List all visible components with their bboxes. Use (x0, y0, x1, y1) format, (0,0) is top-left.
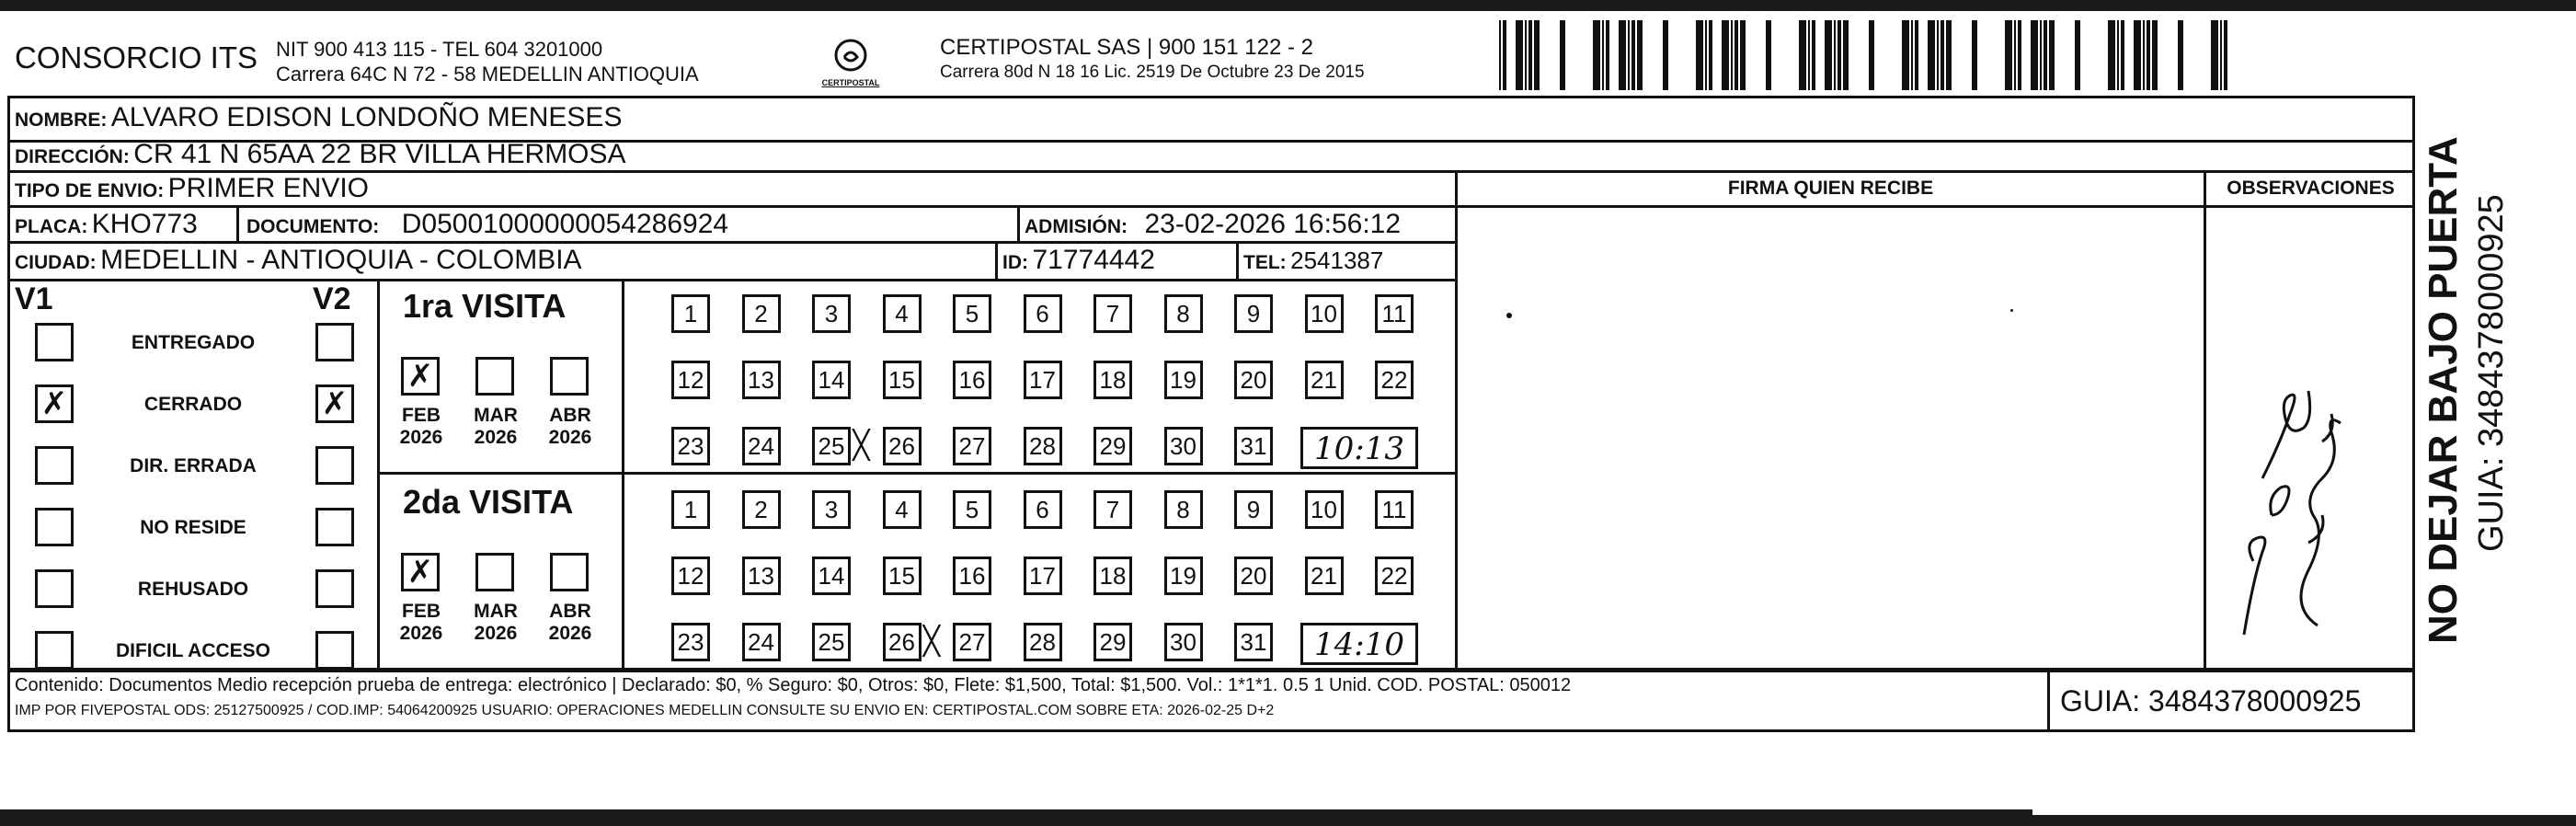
barcode-bar (1696, 20, 1703, 90)
barcode-bar (1516, 20, 1523, 90)
day-box[interactable] (953, 361, 991, 399)
day-number: 14 (818, 562, 845, 590)
day-number: 16 (958, 562, 986, 590)
nombre-row (15, 102, 622, 133)
day-number: 22 (1380, 366, 1408, 394)
day-box[interactable] (953, 427, 991, 465)
day-number: 15 (888, 366, 915, 394)
day-number: 27 (958, 432, 986, 460)
barcode-bar (2005, 20, 2012, 90)
divider (1017, 205, 1020, 242)
day-number: 20 (1240, 562, 1267, 590)
day-box[interactable] (671, 556, 710, 595)
barcode-bar (2220, 20, 2222, 90)
documento-value: D05001000000054286924 (401, 209, 729, 239)
v2-checkbox[interactable] (315, 569, 354, 608)
day-box[interactable] (883, 427, 922, 465)
day-number: 20 (1240, 366, 1267, 394)
carrier-line: CERTIPOSTAL SAS | 900 151 122 - 2 (940, 35, 1313, 60)
barcode-bar (2014, 20, 2016, 90)
documento-row (246, 209, 728, 240)
month-checkbox[interactable] (475, 553, 514, 591)
footer-imp: IMP POR FIVEPOSTAL ODS: 25127500925 / COD.IMP: 54064200925 USUARIO: OPERACIONES MEDELLIN CONSULTE SU ENVIO EN: CERTIPOSTAL.COM SOBRE ETA: 2026-02-25 D+2 (15, 703, 1275, 718)
barcode-bar (1843, 20, 1849, 90)
day-box[interactable] (1024, 294, 1062, 333)
day-number: 10 (1311, 300, 1337, 327)
month-label (466, 405, 525, 449)
barcode-bar (2211, 20, 2218, 90)
divider (236, 205, 239, 242)
month-label (466, 601, 525, 645)
logo-text: CERTIPOSTAL (821, 78, 880, 87)
nombre-value: ALVARO EDISON LONDOÑO MENESES (110, 102, 623, 132)
month-checkbox[interactable] (475, 357, 514, 396)
day-box[interactable] (1164, 490, 1203, 529)
day-box[interactable] (1093, 427, 1132, 465)
divider (377, 472, 1457, 475)
day-number: 1 (683, 300, 698, 327)
barcode-bar (2152, 20, 2158, 90)
day-box[interactable] (1305, 361, 1344, 399)
day-number: 7 (1105, 300, 1120, 327)
side-warning: NO DEJAR BAJO PUERTA (2421, 136, 2466, 644)
month-checkbox[interactable] (550, 357, 589, 396)
day-box[interactable] (953, 294, 991, 333)
barcode-bar (1525, 20, 1527, 90)
barcode-bar (1869, 20, 1874, 90)
day-box[interactable] (953, 556, 991, 595)
barcode (1499, 20, 2227, 90)
month-year: 2026 (399, 623, 443, 644)
month-name: MAR (474, 405, 518, 426)
day-number: 6 (1036, 300, 1049, 327)
day-number: 11 (1381, 496, 1407, 523)
day-number: 12 (677, 366, 704, 394)
day-box[interactable] (1024, 623, 1062, 661)
day-box[interactable] (812, 623, 851, 661)
v2-checkbox[interactable] (315, 631, 354, 670)
barcode-bar (1735, 20, 1738, 90)
day-box[interactable] (742, 556, 781, 595)
barcode-bar (1766, 20, 1771, 90)
tipo-label: TIPO DE ENVIO: (15, 180, 165, 201)
day-number: 5 (965, 300, 979, 327)
day-number: 29 (1099, 628, 1127, 656)
barcode-bar (1631, 20, 1635, 90)
barcode-bar (2134, 20, 2141, 90)
barcode-bar (1619, 20, 1626, 90)
day-box[interactable] (1305, 294, 1344, 333)
day-number: 26 (888, 628, 915, 656)
day-box[interactable] (812, 556, 851, 595)
v1-checkbox[interactable] (35, 446, 74, 485)
placa-row (15, 209, 198, 240)
check-mark: ✗ (40, 385, 68, 422)
day-box[interactable] (1234, 490, 1273, 529)
direccion-row (15, 139, 626, 170)
check-mark: ✗ (406, 358, 434, 395)
divider (7, 279, 1458, 281)
barcode-bar (2075, 20, 2080, 90)
day-number: 17 (1029, 366, 1056, 394)
day-box[interactable] (1093, 490, 1132, 529)
visit-time-box[interactable] (1300, 623, 1418, 665)
company-info (276, 37, 699, 86)
admision-value: 23-02-2026 16:56:12 (1144, 209, 1402, 239)
barcode-bar (2108, 20, 2115, 90)
day-number: 21 (1311, 562, 1337, 590)
v2-checkbox[interactable] (315, 446, 354, 485)
month-year: 2026 (474, 623, 518, 644)
day-box[interactable] (1093, 556, 1132, 595)
month-label (541, 405, 600, 449)
visit-title: 2da VISITA (403, 483, 574, 521)
status-label: REHUSADO (137, 579, 249, 600)
month-year: 2026 (399, 427, 443, 448)
id-row (1002, 245, 1155, 276)
tipo-value: PRIMER ENVIO (167, 173, 370, 203)
day-box[interactable] (883, 556, 922, 595)
placa-label: PLACA: (15, 216, 88, 237)
day-box[interactable] (671, 361, 710, 399)
day-box[interactable] (1024, 427, 1062, 465)
day-number: 4 (895, 496, 909, 523)
barcode-bar (1928, 20, 1935, 90)
day-box[interactable] (1234, 361, 1273, 399)
month-year: 2026 (548, 623, 592, 644)
day-number: 21 (1311, 366, 1337, 394)
day-box[interactable] (742, 361, 781, 399)
barcode-bar (2049, 20, 2055, 90)
day-number: 26 (888, 432, 915, 460)
documento-label: DOCUMENTO: (246, 216, 380, 237)
month-label (541, 601, 600, 645)
barcode-bar (1812, 20, 1815, 90)
barcode-bar (1503, 20, 1506, 90)
day-number: 6 (1036, 496, 1049, 523)
barcode-bar (2143, 20, 2145, 90)
day-number: 4 (895, 300, 909, 327)
divider (1236, 241, 1239, 279)
v1-checkbox[interactable] (35, 508, 74, 546)
day-number: 30 (1170, 432, 1196, 460)
day-box[interactable] (1024, 490, 1062, 529)
day-box[interactable] (1234, 623, 1273, 661)
status-label: DIFICIL ACCESO (115, 640, 270, 661)
certipostal-logo (809, 37, 892, 92)
day-number: 23 (677, 432, 704, 460)
day-number: 13 (748, 562, 774, 590)
day-number: 16 (958, 366, 986, 394)
barcode-bar (1637, 20, 1643, 90)
footer-contenido: Contenido: Documentos Medio recepción prueba de entrega: electrónico | Declarado: $0, % Seguro: $0, Otros: $0, Flete: $1,500, Total: $1,500. Vol.: 1*1*1. 0.5 1 Unid. COD. POSTAL: 050012 (15, 675, 1572, 695)
check-mark: ✗ (406, 554, 434, 591)
month-checkbox[interactable] (401, 553, 440, 591)
barcode-bar (2117, 20, 2119, 90)
divider (1455, 170, 1458, 672)
logo-icon (832, 37, 869, 74)
barcode-bar (1902, 20, 1909, 90)
day-number: 1 (683, 496, 698, 523)
admision-label: ADMISIÓN: (1025, 216, 1128, 237)
day-number: 11 (1381, 300, 1407, 327)
day-number: 31 (1240, 628, 1267, 656)
tel-value: 2541387 (1290, 247, 1384, 274)
day-number: 5 (965, 496, 979, 523)
day-number: 23 (677, 628, 704, 656)
day-box[interactable] (953, 623, 991, 661)
barcode-bar (1722, 20, 1729, 90)
day-number: 31 (1240, 432, 1267, 460)
day-box[interactable] (742, 294, 781, 333)
day-box[interactable] (1375, 556, 1414, 595)
visit-title: 1ra VISITA (403, 287, 567, 325)
month-name: FEB (402, 405, 441, 426)
barcode-bar (1499, 20, 1501, 90)
day-box[interactable] (671, 427, 710, 465)
v2-checkbox[interactable] (315, 508, 354, 546)
day-box[interactable] (1234, 556, 1273, 595)
top-edge (0, 0, 2576, 11)
status-label: ENTREGADO (131, 332, 256, 353)
barcode-bar (1606, 20, 1609, 90)
month-name: MAR (474, 601, 518, 622)
month-checkbox[interactable] (401, 357, 440, 396)
day-number: 17 (1029, 562, 1056, 590)
day-number: 18 (1099, 562, 1127, 590)
day-box[interactable] (1164, 623, 1203, 661)
day-number: 3 (824, 300, 839, 327)
direccion-value: CR 41 N 65AA 22 BR VILLA HERMOSA (133, 139, 626, 169)
day-number: 13 (748, 366, 774, 394)
day-box[interactable] (1093, 294, 1132, 333)
day-box[interactable] (812, 490, 851, 529)
month-year: 2026 (474, 427, 518, 448)
day-box[interactable] (1234, 427, 1273, 465)
id-value: 71774442 (1032, 245, 1155, 275)
barcode-bar (1946, 20, 1952, 90)
day-box[interactable] (883, 490, 922, 529)
check-mark: ✗ (321, 385, 349, 422)
barcode-bar (2178, 20, 2183, 90)
day-number: 2 (754, 300, 768, 327)
day-number: 2 (754, 496, 768, 523)
day-box[interactable] (742, 623, 781, 661)
day-number: 19 (1170, 562, 1196, 590)
barcode-bar (2224, 20, 2227, 90)
day-number: 10 (1311, 496, 1337, 523)
barcode-bar (1838, 20, 1841, 90)
day-box[interactable] (1024, 361, 1062, 399)
visit-time: 10:13 (1314, 430, 1404, 467)
tel-label: TEL: (1243, 252, 1287, 273)
v1-checkbox[interactable] (35, 384, 74, 423)
day-box[interactable] (812, 294, 851, 333)
month-name: ABR (549, 405, 591, 426)
v2-checkbox[interactable] (315, 384, 354, 423)
day-box[interactable] (883, 361, 922, 399)
barcode-bar (1834, 20, 1836, 90)
day-number: 9 (1246, 300, 1261, 327)
day-box[interactable] (953, 490, 991, 529)
barcode-bar (1663, 20, 1668, 90)
divider (2204, 170, 2206, 672)
barcode-bar (1628, 20, 1630, 90)
day-box[interactable] (671, 294, 710, 333)
barcode-bar (2040, 20, 2042, 90)
day-number: 22 (1380, 562, 1408, 590)
observaciones-header: OBSERVACIONES (2227, 178, 2395, 199)
day-number: 24 (748, 432, 774, 460)
day-box[interactable] (671, 490, 710, 529)
day-box[interactable] (1305, 490, 1344, 529)
v2-checkbox[interactable] (315, 323, 354, 361)
divider (995, 241, 998, 279)
month-checkbox[interactable] (550, 553, 589, 591)
barcode-bar (1731, 20, 1733, 90)
barcode-bar (1740, 20, 1746, 90)
barcode-bar (2147, 20, 2150, 90)
day-box[interactable] (1164, 556, 1203, 595)
day-number: 30 (1170, 628, 1196, 656)
day-number: 27 (958, 628, 986, 656)
month-name: ABR (549, 601, 591, 622)
day-number: 19 (1170, 366, 1196, 394)
barcode-bar (2121, 20, 2124, 90)
day-box[interactable] (1305, 556, 1344, 595)
nombre-label: NOMBRE: (15, 109, 108, 131)
barcode-bar (1602, 20, 1604, 90)
day-box[interactable] (812, 361, 851, 399)
company-name: CONSORCIO ITS (15, 40, 258, 75)
placa-value: KHO773 (91, 209, 198, 239)
v2-header: V2 (313, 281, 351, 316)
ciudad-row (15, 245, 582, 276)
carrier-address: Carrera 80d N 18 16 Lic. 2519 De Octubre 23 De 2015 (940, 63, 1365, 82)
status-label: DIR. ERRADA (130, 455, 257, 476)
day-number: 25 (818, 432, 845, 460)
barcode-bar (1528, 20, 1532, 90)
day-box[interactable] (1093, 623, 1132, 661)
ciudad-value: MEDELLIN - ANTIOQUIA - COLOMBIA (100, 245, 582, 275)
month-label (392, 405, 451, 449)
barcode-bar (1593, 20, 1600, 90)
day-box[interactable] (1164, 294, 1203, 333)
day-number: 9 (1246, 496, 1261, 523)
day-number: 8 (1176, 300, 1190, 327)
day-box[interactable] (1234, 294, 1273, 333)
barcode-bar (1709, 20, 1712, 90)
divider (7, 241, 1458, 244)
barcode-bar (1911, 20, 1913, 90)
day-number: 12 (677, 562, 704, 590)
day-box[interactable] (883, 294, 922, 333)
barcode-bar (1825, 20, 1832, 90)
day-box[interactable] (1375, 294, 1414, 333)
divider (1455, 205, 2415, 208)
day-number: 28 (1029, 432, 1056, 460)
barcode-bar (1534, 20, 1540, 90)
status-label: NO RESIDE (140, 517, 246, 538)
barcode-bar (1937, 20, 1939, 90)
barcode-bar (1915, 20, 1918, 90)
day-number: 25 (818, 628, 845, 656)
month-year: 2026 (548, 427, 592, 448)
company-address: Carrera 64C N 72 - 58 MEDELLIN ANTIOQUIA (276, 63, 699, 86)
barcode-bar (1808, 20, 1810, 90)
day-box[interactable] (1164, 361, 1203, 399)
carrier-info (940, 35, 1365, 85)
day-box[interactable] (883, 623, 940, 661)
day-box[interactable] (1164, 427, 1203, 465)
side-guia: GUIA: 3484378000925 (2472, 194, 2511, 552)
day-box[interactable] (1375, 490, 1414, 529)
stray-dot (1506, 313, 1512, 318)
status-label: CERRADO (143, 394, 243, 415)
day-number: 18 (1099, 366, 1127, 394)
day-number: 8 (1176, 496, 1190, 523)
barcode-bar (1941, 20, 1944, 90)
bottom-edge-right (2032, 815, 2576, 826)
v1-checkbox[interactable] (35, 323, 74, 361)
company-nit: NIT 900 413 115 - TEL 604 3201000 (276, 38, 603, 61)
barcode-bar (2044, 20, 2047, 90)
v1-checkbox[interactable] (35, 569, 74, 608)
id-label: ID: (1002, 252, 1028, 273)
day-number: 24 (748, 628, 774, 656)
day-box[interactable] (1093, 361, 1132, 399)
day-strike-mark: ╳ (853, 430, 870, 462)
barcode-bar (1972, 20, 1977, 90)
barcode-bar (1705, 20, 1707, 90)
day-strike-mark: ╳ (922, 625, 940, 658)
admision-row (1025, 209, 1401, 240)
day-box[interactable] (742, 427, 781, 465)
barcode-bar (1799, 20, 1806, 90)
footer-guia: GUIA: 3484378000925 (2060, 684, 2362, 717)
tipo-row (15, 173, 369, 204)
ciudad-label: CIUDAD: (15, 252, 97, 273)
stray-dot (2010, 309, 2013, 312)
day-number: 14 (818, 366, 845, 394)
signature-scribble (2207, 304, 2364, 653)
day-box[interactable] (671, 623, 710, 661)
visit-time-box[interactable] (1300, 427, 1418, 469)
day-box[interactable] (1375, 361, 1414, 399)
firma-header: FIRMA QUIEN RECIBE (1727, 178, 1934, 199)
barcode-bar (1560, 20, 1565, 90)
day-box[interactable] (742, 490, 781, 529)
day-number: 7 (1105, 496, 1120, 523)
barcode-bar (2018, 20, 2021, 90)
month-name: FEB (402, 601, 441, 622)
day-number: 28 (1029, 628, 1056, 656)
bottom-edge (0, 809, 2032, 826)
visit-time: 14:10 (1314, 626, 1404, 663)
day-number: 15 (888, 562, 915, 590)
day-number: 29 (1099, 432, 1127, 460)
v1-header: V1 (15, 281, 53, 316)
v1-checkbox[interactable] (35, 631, 74, 670)
day-number: 3 (824, 496, 839, 523)
tel-row (1243, 247, 1383, 275)
month-label (392, 601, 451, 645)
day-box[interactable] (1024, 556, 1062, 595)
direccion-label: DIRECCIÓN: (15, 146, 130, 167)
day-box[interactable] (812, 427, 870, 465)
barcode-bar (2031, 20, 2038, 90)
